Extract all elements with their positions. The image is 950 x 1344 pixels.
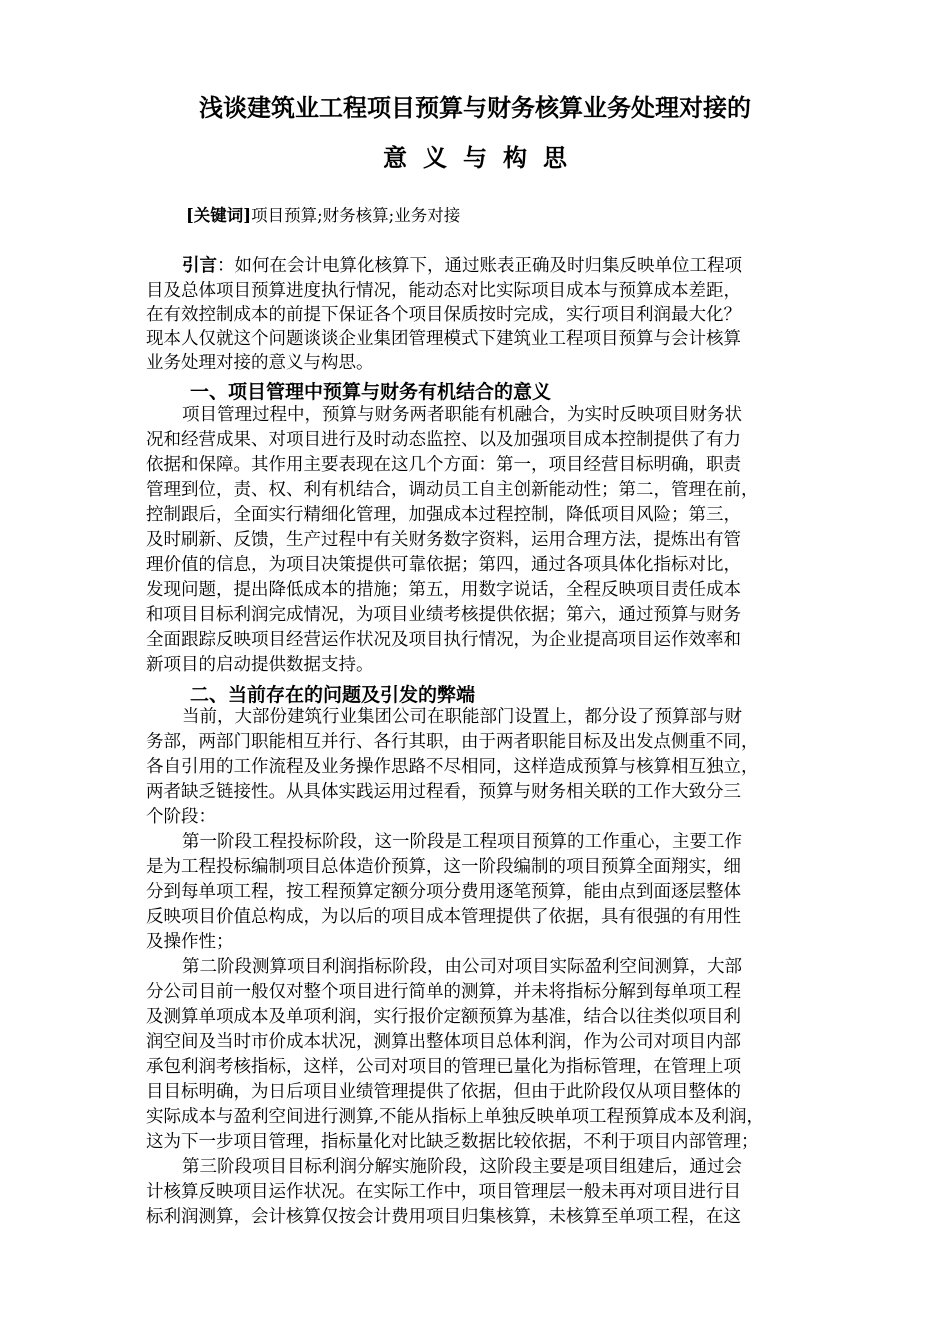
- section1-line: 及时刷新、反馈，生产过程中有关财务数字资料，运用合理方法，提炼出有管: [146, 530, 741, 550]
- keywords-value: 项目预算;财务核算;业务对接: [251, 206, 461, 225]
- section1-line: 况和经营成果、对项目进行及时动态监控、以及加强项目成本控制提供了有力: [146, 430, 741, 450]
- document-title: 浅谈建筑业工程项目预算与财务核算业务处理对接的: [199, 93, 751, 122]
- section2-line: 反映项目价值总构成，为以后的项目成本管理提供了依据，具有很强的有用性: [146, 907, 741, 927]
- section2-line: 分公司目前一般仅对整个项目进行简单的测算，并未将指标分解到每单项工程: [146, 982, 741, 1002]
- section2-line: 及操作性；: [146, 932, 234, 952]
- section2-line: 当前，大部份建筑行业集团公司在职能部门设置上，都分设了预算部与财: [182, 707, 742, 727]
- section1-line: 项目管理过程中，预算与财务两者职能有机融合，为实时反映项目财务状: [182, 405, 742, 425]
- section1-line: 理价值的信息，为项目决策提供可靠依据；第四，通过各项具体化指标对比，: [146, 555, 741, 575]
- section1-line: 依据和保障。其作用主要表现在这几个方面：第一，项目经营目标明确，职责: [146, 455, 741, 475]
- intro-line: [182, 258, 742, 276]
- section1-line: 新项目的启动提供数据支持。: [146, 655, 374, 675]
- intro-line: 业务处理对接的意义与构思。: [146, 353, 374, 373]
- section2-line: 个阶段：: [146, 807, 216, 827]
- intro-line: 现本人仅就这个问题谈谈企业集团管理模式下建筑业工程项目预算与会计核算: [146, 329, 741, 349]
- section2-heading: 二、当前存在的问题及引发的弊端: [190, 684, 476, 706]
- intro-label: 引言: [182, 256, 217, 276]
- section2-line: 这为下一步项目管理，指标量化对比缺乏数据比较依据，不利于项目内部管理；: [146, 1132, 759, 1152]
- section2-line: 承包利润考核指标，这样，公司对项目的管理已量化为指标管理，在管理上项: [146, 1057, 741, 1077]
- section2-line: 各自引用的工作流程及业务操作思路不尽相同，这样造成预算与核算相互独立，: [146, 757, 759, 777]
- section2-line: 务部，两部门职能相互并行、各行其职，由于两者职能目标及出发点侧重不同，: [146, 732, 759, 752]
- intro-line: 在有效控制成本的前提下保证各个项目保质按时完成，实行项目利润最大化？: [146, 305, 741, 325]
- section2-line: 第三阶段项目目标利润分解实施阶段，这阶段主要是项目组建后，通过会: [182, 1157, 742, 1177]
- intro-text: ：如何在会计电算化核算下，通过账表正确及时归集反映单位工程项: [217, 256, 742, 276]
- section1-heading: 一、项目管理中预算与财务有机结合的意义: [190, 381, 552, 403]
- section2-line: 分到每单项工程，按工程预算定额分项分费用逐笔预算，能由点到面逐层整体: [146, 882, 741, 902]
- section1-line: 发现问题，提出降低成本的措施；第五，用数字说话，全程反映项目责任成本: [146, 580, 741, 600]
- section2-line: 标利润测算，会计核算仅按会计费用项目归集核算，未核算至单项工程，在这: [146, 1207, 741, 1227]
- section2-line: 计核算反映项目运作状况。在实际工作中，项目管理层一般未再对项目进行目: [146, 1182, 741, 1202]
- section1-line: 管理到位，责、权、利有机结合，调动员工自主创新能动性；第二，管理在前，: [146, 480, 759, 500]
- section2-line: 两者缺乏链接性。从具体实践运用过程看，预算与财务相关联的工作大致分三: [146, 782, 741, 802]
- keywords-label: [关键词]: [186, 206, 252, 225]
- section2-line: 是为工程投标编制项目总体造价预算，这一阶段编制的项目预算全面翔实，细: [146, 857, 741, 877]
- section1-line: 和项目目标利润完成情况，为项目业绩考核提供依据；第六，通过预算与财务: [146, 605, 741, 625]
- section1-line: 全面跟踪反映项目经营运作状况及项目执行情况，为企业提高项目运作效率和: [146, 630, 741, 650]
- section2-line: 润空间及当时市价成本状况，测算出整体项目总体利润，作为公司对项目内部: [146, 1032, 741, 1052]
- keywords-line: [186, 202, 460, 226]
- section2-line: 第一阶段工程投标阶段，这一阶段是工程项目预算的工作重心，主要工作: [182, 832, 742, 852]
- document-subtitle: 意义与构思: [383, 143, 583, 172]
- section2-line: 目目标明确，为日后项目业绩管理提供了依据，但由于此阶段仅从项目整体的: [146, 1082, 741, 1102]
- section1-line: 控制跟后，全面实行精细化管理，加强成本过程控制，降低项目风险；第三，: [146, 505, 741, 525]
- section2-line: 实际成本与盈利空间进行测算,不能从指标上单独反映单项工程预算成本及利润，: [146, 1107, 765, 1127]
- intro-line: 目及总体项目预算进度执行情况，能动态对比实际项目成本与预算成本差距，: [146, 281, 741, 301]
- section2-line: 第二阶段测算项目利润指标阶段，由公司对项目实际盈利空间测算，大部: [182, 957, 742, 977]
- section2-line: 及测算单项成本及单项利润，实行报价定额预算为基准，结合以往类似项目利: [146, 1007, 741, 1027]
